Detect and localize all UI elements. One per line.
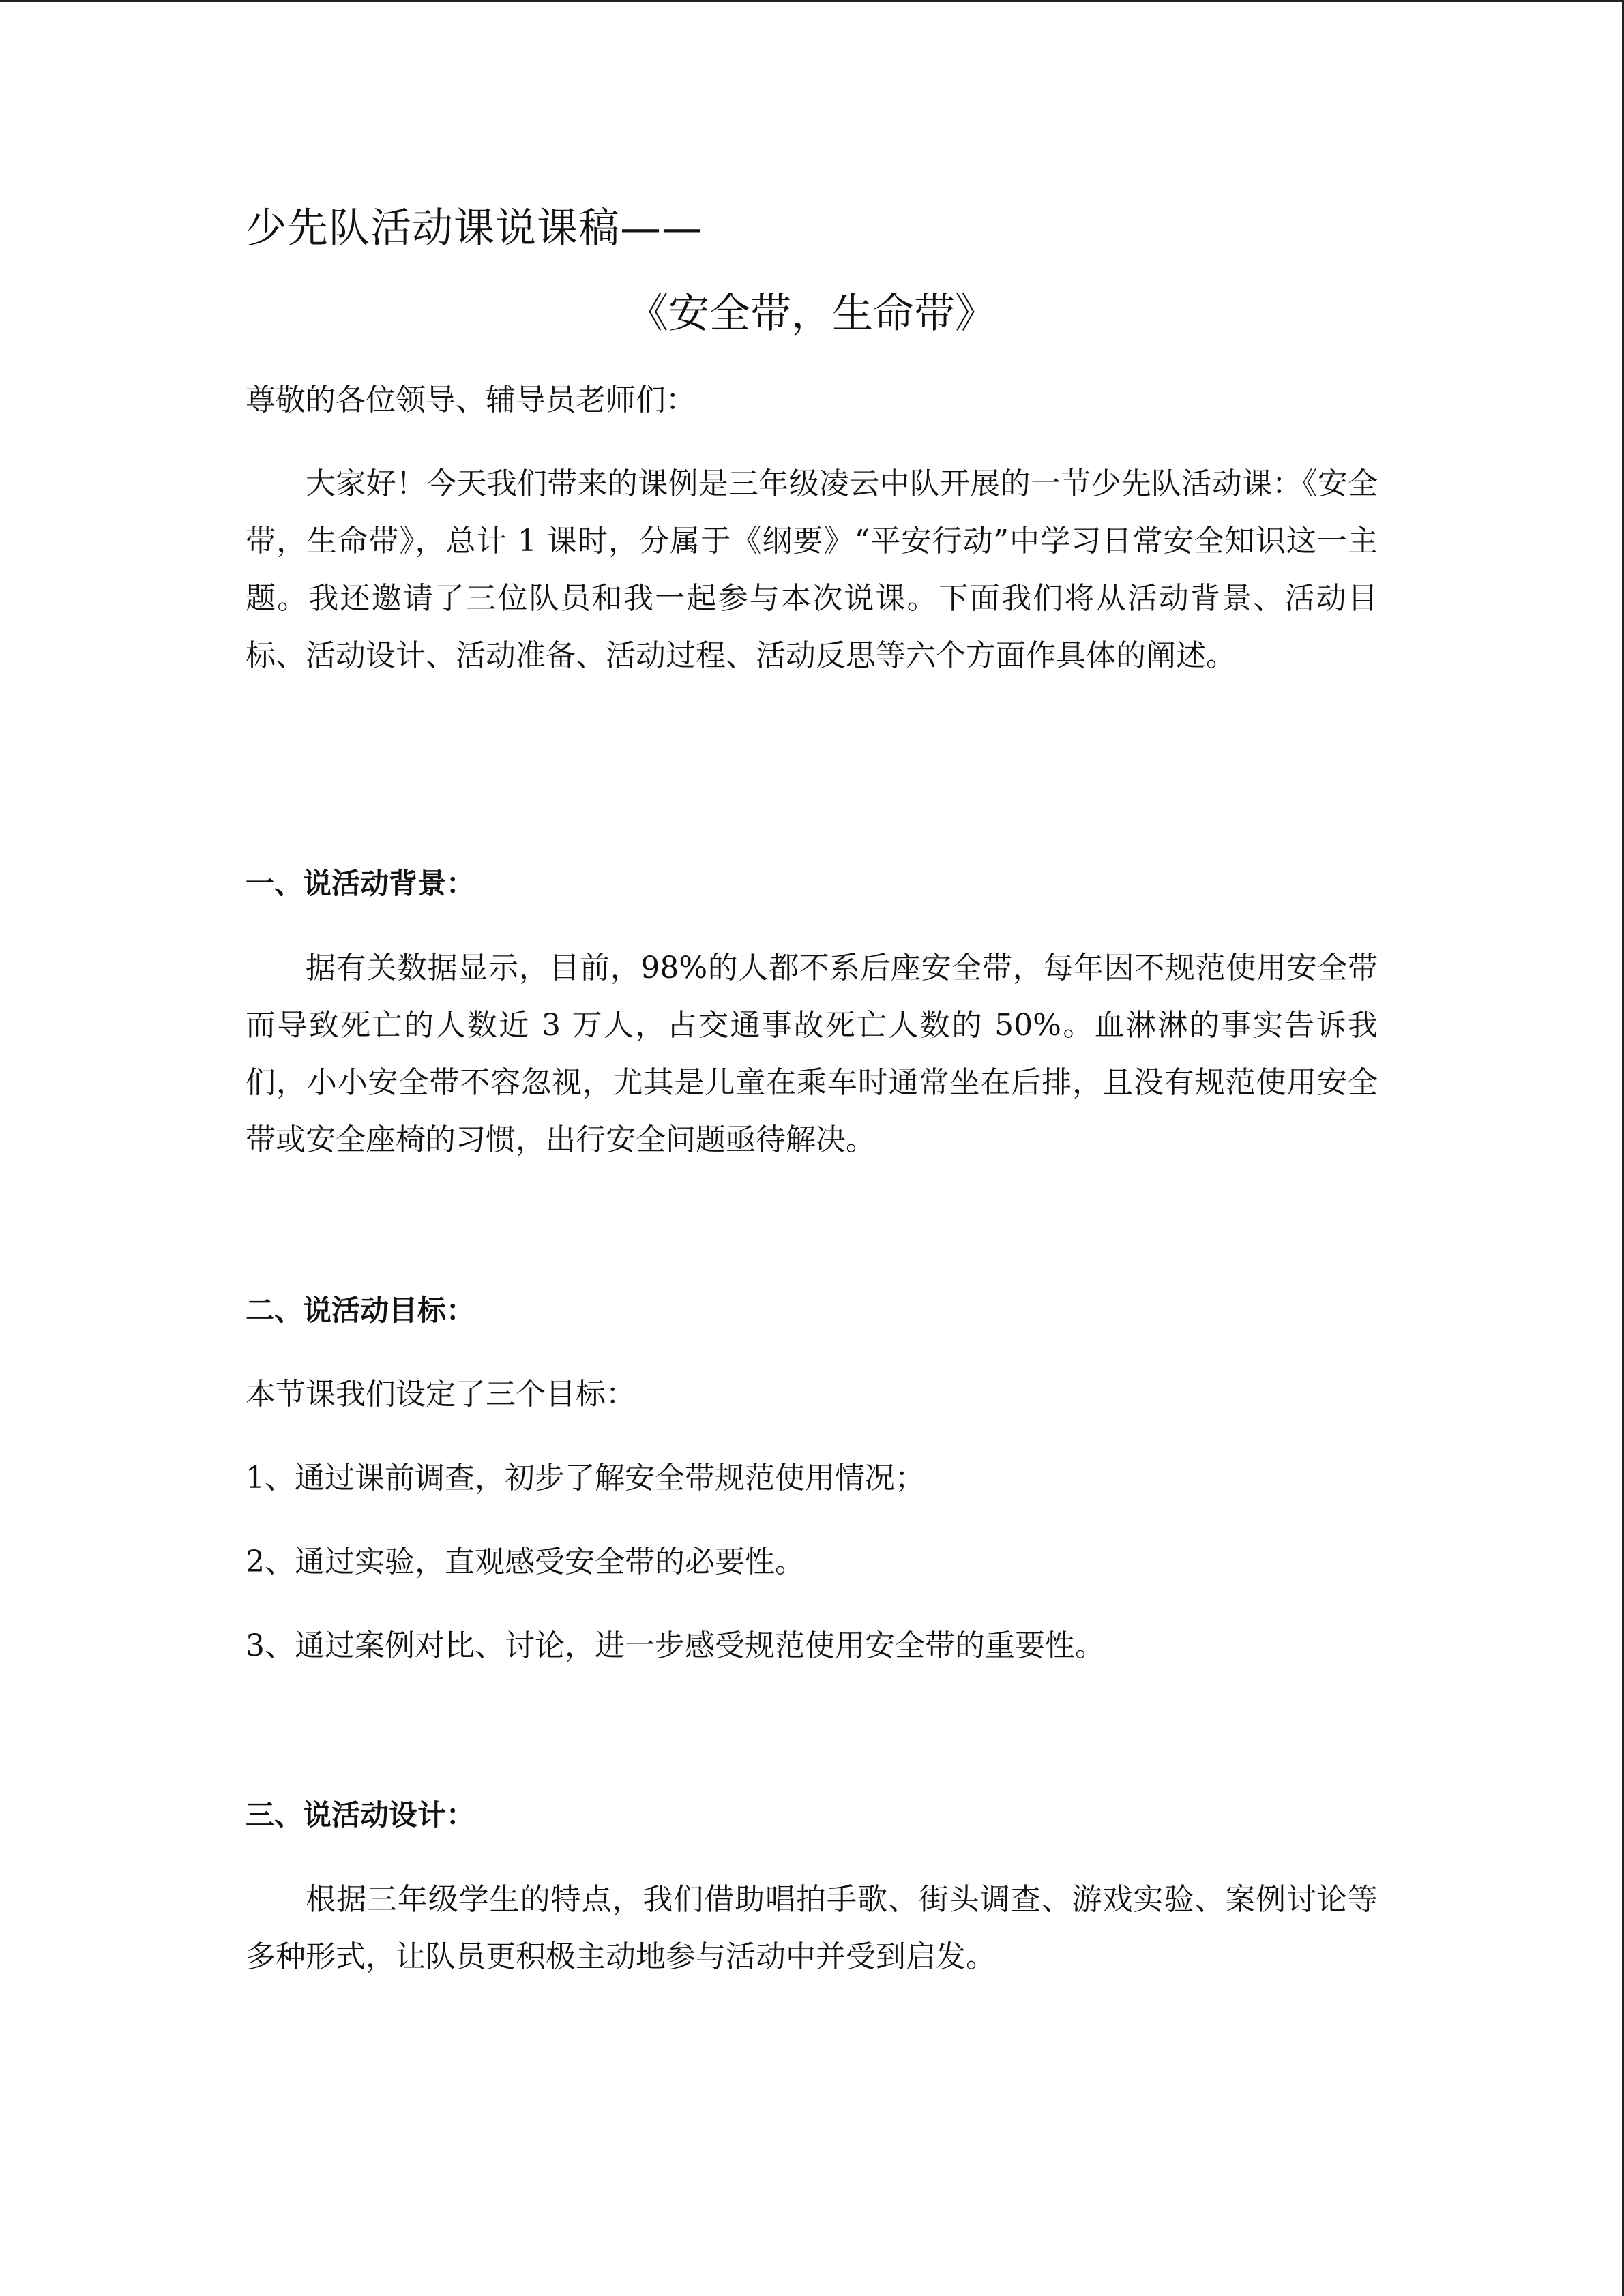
goal-item-1: 1、通过课前调查，初步了解安全带规范使用情况； [246,1461,925,1495]
goal-item-3: 3、通过案例对比、讨论，进一步感受规范使用安全带的重要性。 [246,1628,1105,1663]
document-subtitle: 《安全带，生命带》 [628,290,996,338]
section-heading-background: 一、说活动背景： [246,867,475,900]
salutation: 尊敬的各位领导、辅导员老师们： [246,383,696,417]
intro-paragraph: 大家好！今天我们带来的课例是三年级凌云中队开展的一节少先队活动课：《安全带，生命带》，总计 1 课时，分属于《纲要》“平安行动”中学习日常安全知识这一主题。我还邀请了三位队员和我一起参与本次说课。下面我们将从活动背景、活动目标、活动设计、活动准备、活动过程、活动反思等六个方面作具体的阐述。 [246,466,1378,673]
section-heading-design: 三、说活动设计： [246,1798,475,1832]
section-heading-goals: 二、说活动目标： [246,1294,475,1327]
design-paragraph: 根据三年级学生的特点，我们借助唱拍手歌、街头调查、游戏实验、案例讨论等多种形式，让队员更积极主动地参与活动中并受到启发。 [246,1882,1378,1974]
goal-item-2: 2、通过实验，直观感受安全带的必要性。 [246,1545,805,1579]
page-border-top [0,0,1624,2]
document-title: 少先队活动课说课稿—— [246,205,703,252]
background-paragraph: 据有关数据显示，目前，98%的人都不系后座安全带，每年因不规范使用安全带而导致死亡的人数近 3 万人，占交通事故死亡人数的 50%。血淋淋的事实告诉我们，小小安全带不容忽视，尤其是儿童在乘车时通常坐在后排，且没有规范使用安全带或安全座椅的习惯，出行安全问题亟待解决。 [246,951,1378,1157]
goals-lead: 本节课我们设定了三个目标： [246,1377,636,1412]
